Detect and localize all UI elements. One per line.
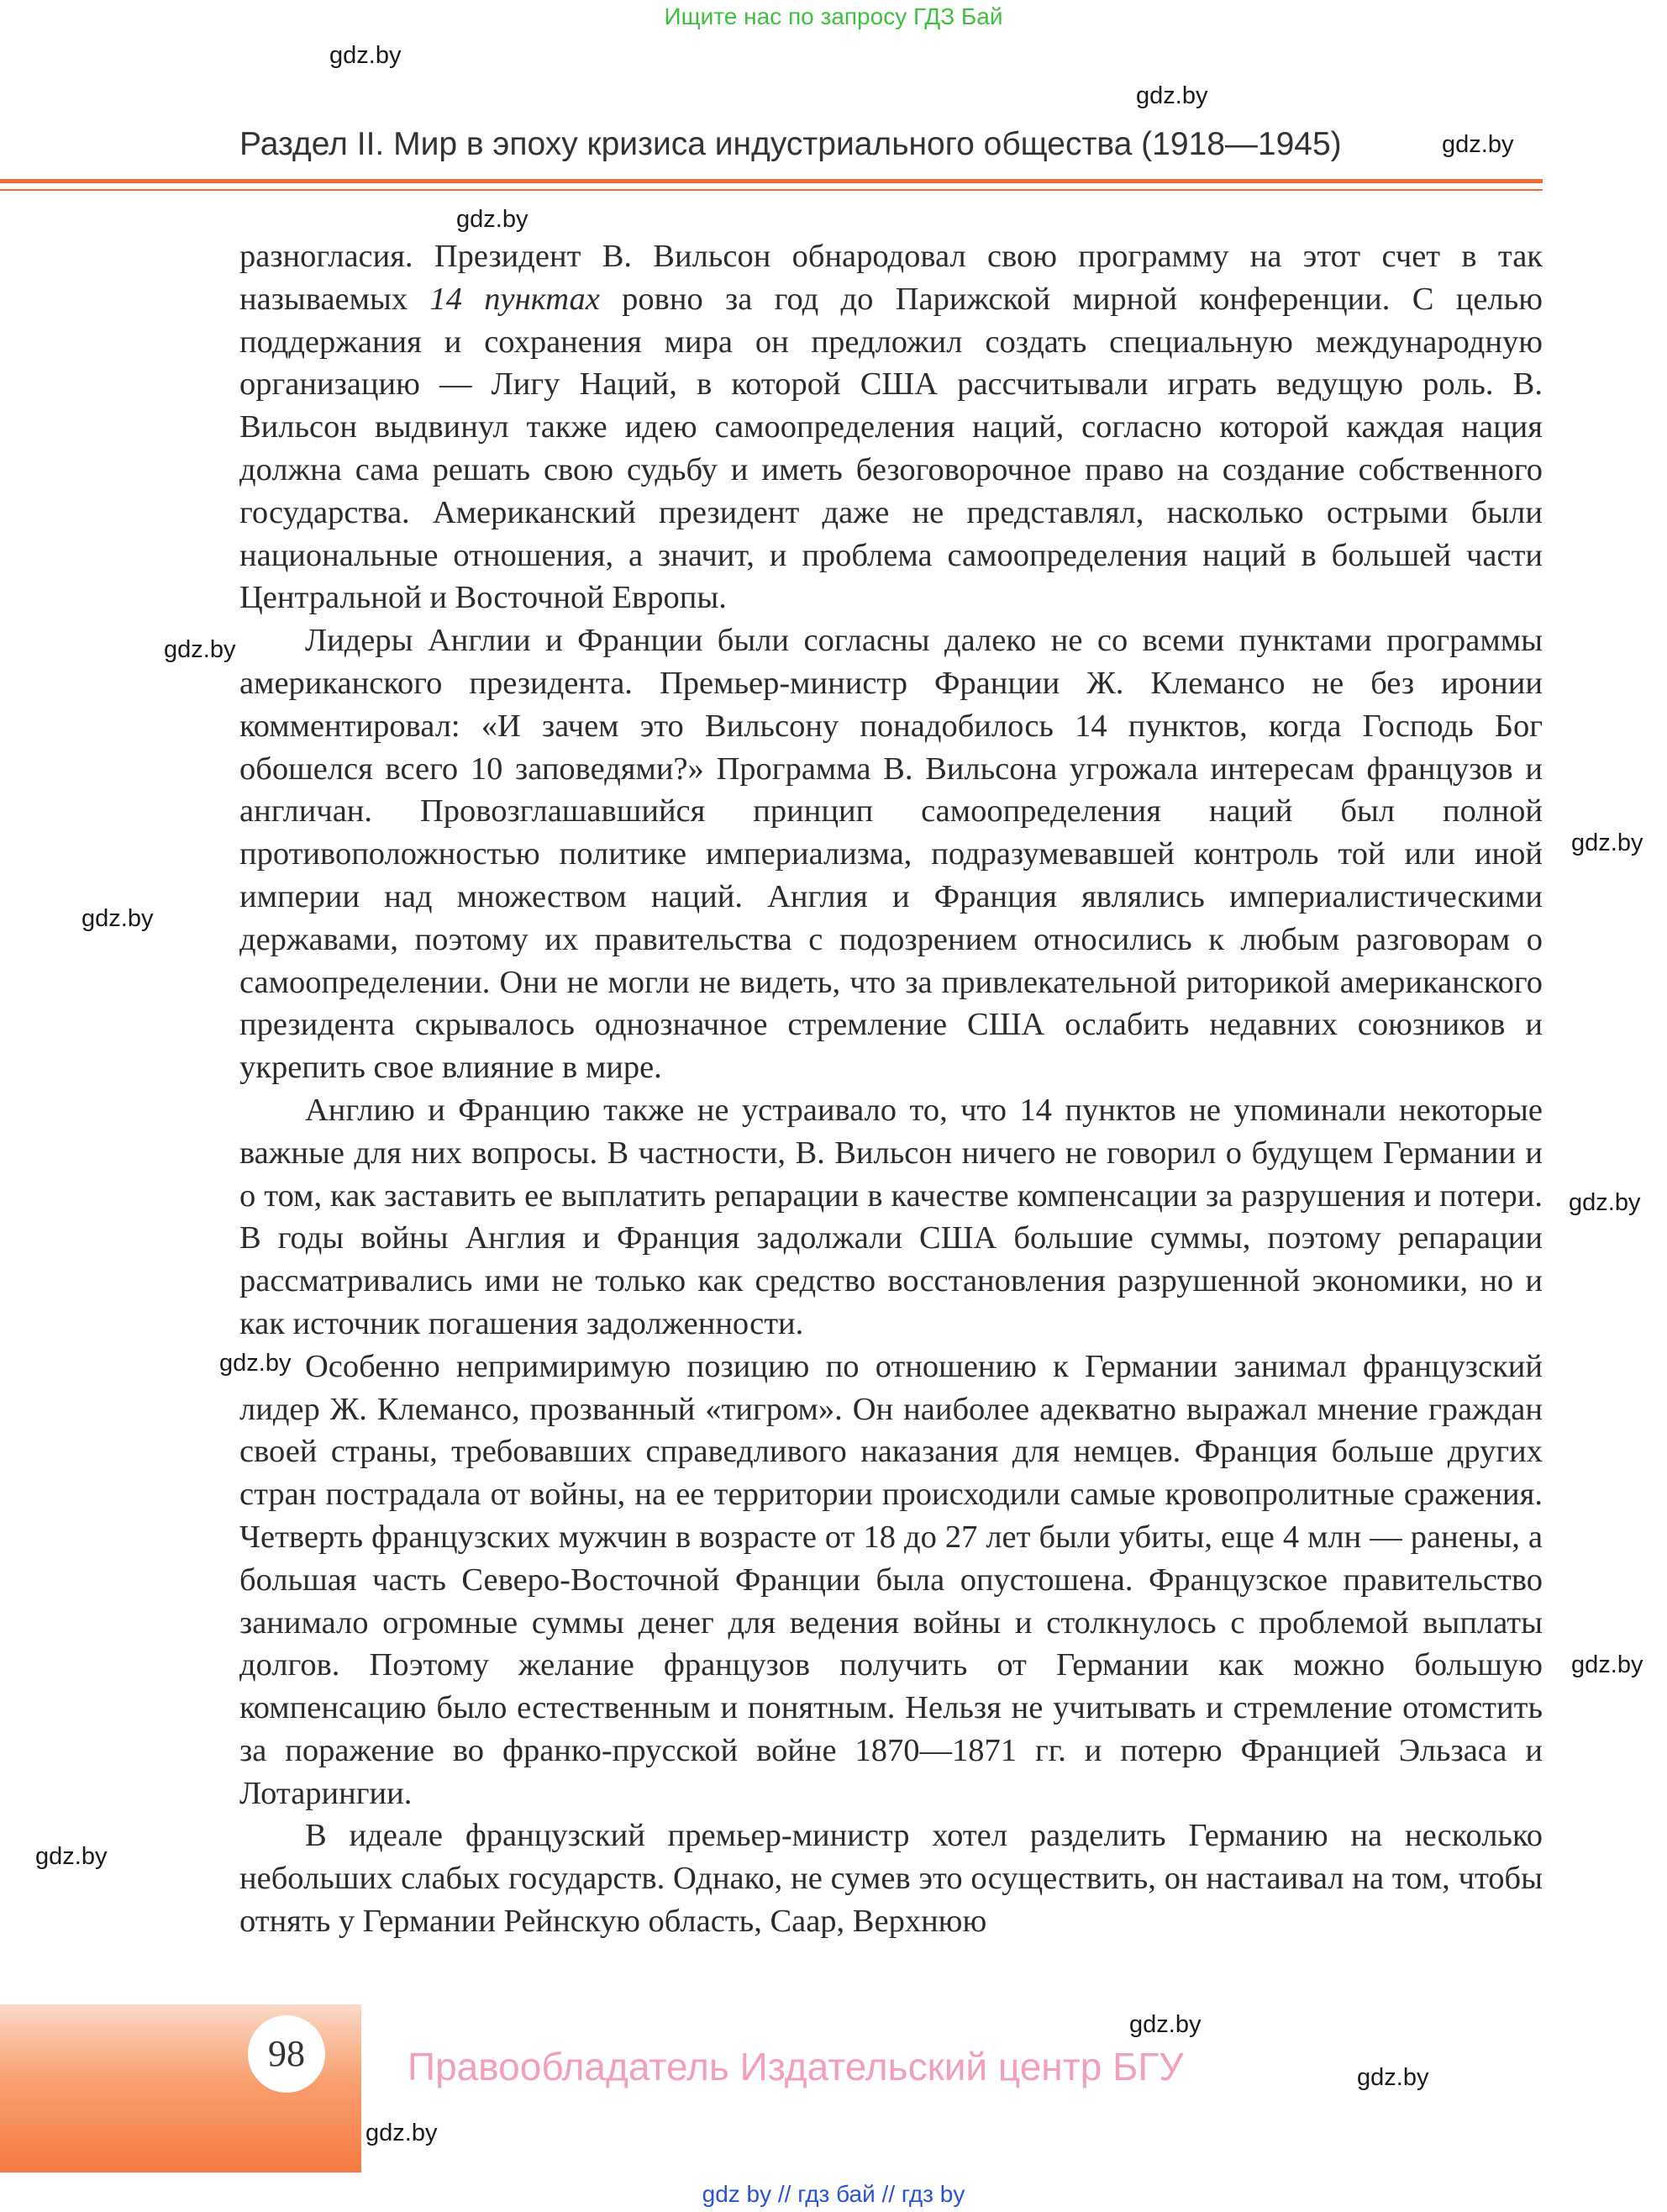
watermark: gdz.by — [35, 1843, 108, 1870]
paragraph-3: Англию и Францию также не устраивало то, что 14 пунктов не упоминали некоторые важные для них вопросы. В частности, В. Вильсон ничего не говорил о будущем Германии и о том, как заставить ее выплатить репарации в качестве компенсации за разрушения и потери. В годы войны Англия и Франция задолжали США большие суммы, поэтому репарации рассматривались ими не только как средство восстановления разрушенной экономики, но и как источник погашения задолженности. — [239, 1092, 1543, 1341]
watermark: gdz.by — [365, 2120, 438, 2146]
paragraph-5: В идеале французский премьер-министр хотел разделить Германию на несколько небольших слабых государств. Однако, не сумев это осуществить, он настаивал на том, чтобы отнять у Германии Рейнскую область, Саар, Верхнюю — [239, 1818, 1543, 1940]
paragraph-1-emphasis: 14 пунктах — [429, 281, 600, 317]
watermark: gdz.by — [1571, 1651, 1643, 1678]
watermark: gdz.by — [82, 905, 154, 932]
paragraph-4: Особенно непримиримую позицию по отношению к Германии занимал французский лидер Ж. Клемансо, прозванный «тигром». Он наиболее адекватно выражал мнение граждан своей страны, требовавших справедливого наказания для немцев. Франция больше других стран пострадала от войны, на ее территории происходили самые кровопролитные сражения. Четверть французских мужчин в возрасте от 18 до 27 лет были убиты, еще 4 млн — ранены, а большая часть Северо-Восточной Франции была опустошена. Французское правительство занимало огромные суммы денег для ведения войны и столкнулось с проблемой выплаты долгов. Поэтому желание французов получить от Германии как можно большую компенсацию было естественным и понятным. Нельзя не учитывать и стремление отомстить за поражение во франко-прусской войне 1870—1871 гг. и потерю Францией Эльзаса и Лотарингии. — [239, 1348, 1543, 1811]
paragraph-1-part-b: ровно за год до Парижской мирной конференции. С целью поддержания и сохранения мира он предложил создать специальную международную организацию — Лигу Наций, в которой США рассчитывали играть ведущую роль. В. Вильсон выдвинул также идею самоопределения наций, согласно которой каждая нация должна сама решать свою судьбу и иметь безоговорочное право на создание собственного государства. Американский президент даже не представлял, насколько острыми были национальные отношения, а значит, и проблема самоопределения наций в большей части Центральной и Восточной Европы. — [239, 281, 1543, 616]
watermark: gdz.by — [219, 1350, 292, 1377]
watermark: gdz.by — [1136, 82, 1208, 109]
paragraph-1 — [239, 235, 1543, 619]
watermark: gdz.by — [1129, 2011, 1202, 2038]
header-rule — [0, 179, 1543, 183]
watermark: gdz.by — [1571, 830, 1643, 856]
header-rule-thin — [0, 189, 1543, 191]
watermark: gdz.by — [1569, 1189, 1641, 1216]
watermark: gdz.by — [329, 42, 402, 69]
bottom-banner[interactable]: gdz by // гдз бай // гдз by — [702, 2181, 965, 2207]
watermark: gdz.by — [456, 206, 528, 233]
body-text — [239, 235, 1543, 1943]
section-header: Раздел II. Мир в эпоху кризиса индустриального общества (1918—1945) — [239, 126, 1342, 162]
watermark: gdz.by — [164, 636, 236, 663]
paragraph-1-part-a: разногласия. Президент В. Вильсон обнародовал свою программу на этот счет в так называемых — [239, 239, 1543, 317]
watermark: gdz.by — [1357, 2064, 1429, 2091]
page-number: 98 — [248, 2015, 325, 2093]
paragraph-2: Лидеры Англии и Франции были согласны далеко не со всеми пунктами программы американского президента. Премьер-министр Франции Ж. Клемансо не без иронии комментировал: «И зачем это Вильсону понадобилось 14 пунктов, когда Господь Бог обошелся всего 10 заповедями?» Программа В. Вильсона угрожала интересам французов и англичан. Провозглашавшийся принцип самоопределения наций был полной противоположностью политике империализма, подразумевавшей контроль той или иной империи над множеством наций. Англия и Франция являлись империалистическими державами, поэтому их правительства с подозрением относились к любым разговорам о самоопределении. Они не могли не видеть, что за привлекательной риторикой американского президента скрывалось однозначное стремление США ослабить недавних союзников и укрепить свое влияние в мире. — [239, 623, 1543, 1086]
top-banner[interactable]: Ищите нас по запросу ГДЗ Бай — [664, 3, 1003, 29]
rights-holder: Правообладатель Издательский центр БГУ — [408, 2045, 1184, 2088]
watermark: gdz.by — [1442, 131, 1514, 158]
